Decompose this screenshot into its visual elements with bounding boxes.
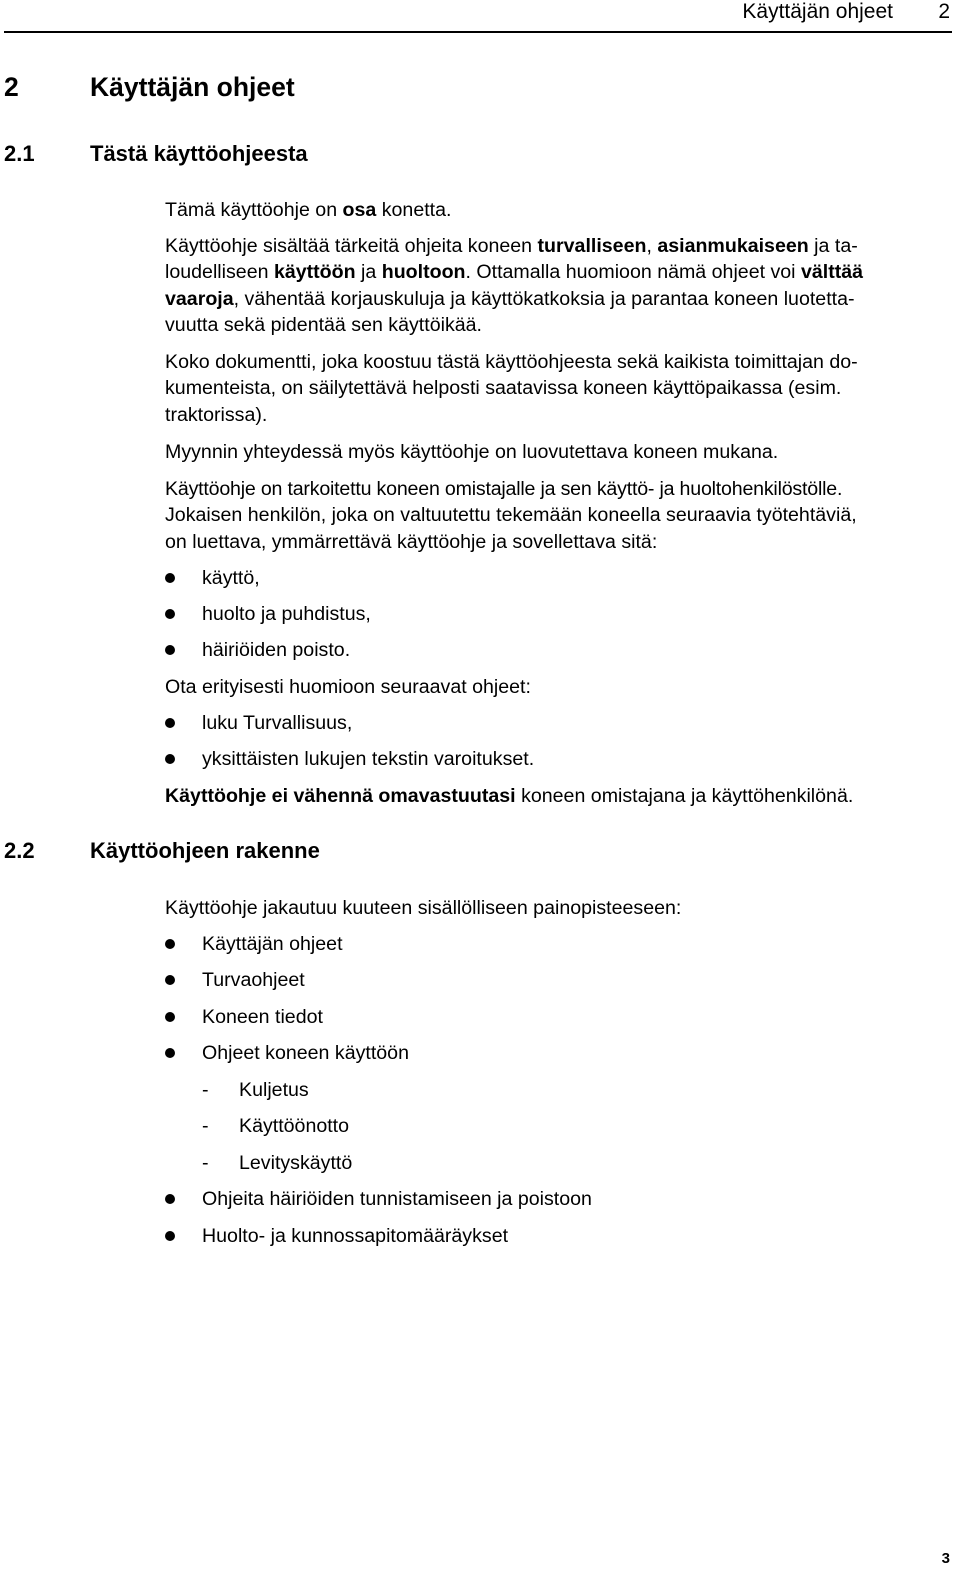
paragraph-line: Käyttöohje on tarkoitettu koneen omistajalle ja sen käyttö- ja huoltohenkilöstölle.: [165, 478, 843, 500]
section-heading-2-2: [4, 838, 320, 864]
header-title: Käyttäjän ohjeet: [742, 0, 893, 23]
section-title: Käyttöohjeen rakenne: [90, 838, 320, 863]
list-item-text: luku Turvallisuus,: [202, 712, 353, 734]
text-run-bold: asianmukaiseen: [657, 235, 809, 257]
bullet-icon: [165, 1048, 175, 1058]
text-run: Käyttöohje sisältää tärkeitä ohjeita koneen: [165, 235, 538, 257]
paragraph-line: [165, 286, 955, 312]
running-header: [0, 0, 960, 30]
list-item-text: Ohjeita häiriöiden tunnistamiseen ja poistoon: [202, 1188, 592, 1210]
text-run-bold: välttää: [800, 261, 864, 284]
chapter-heading: [4, 72, 295, 102]
section-heading-2-1: [4, 141, 308, 167]
bullet-icon: [165, 1012, 175, 1022]
paragraph-responsibility: [165, 783, 955, 809]
list-item-text: häiriöiden poisto.: [202, 639, 351, 661]
bullet-icon: [165, 939, 175, 949]
footer-page-number: 3: [941, 1550, 950, 1567]
bullet-icon: [165, 573, 175, 583]
paragraph-line: vuutta sekä pidentää sen käyttöikää.: [165, 314, 482, 337]
text-run: loudelliseen: [165, 261, 274, 284]
paragraph-line: Koko dokumentti, joka koostuu tästä käyttöohjeesta sekä kaikista toimittajan do-: [165, 351, 858, 373]
text-run: , vähentää korjauskuluja ja käyttökatkoksia ja parantaa koneen luotetta-: [233, 287, 855, 310]
paragraph-sale: Myynnin yhteydessä myös käyttöohje on luovutettava koneen mukana.: [165, 441, 779, 463]
list-item-text: Koneen tiedot: [202, 1006, 323, 1028]
paragraph-intro: [165, 197, 955, 223]
header-page-number: 2: [938, 0, 950, 23]
bullet-icon: [165, 975, 175, 985]
text-run: Tämä käyttöohje on: [165, 199, 343, 221]
text-run: ,: [646, 235, 658, 257]
list-item-text: Kuljetus: [239, 1079, 309, 1101]
text-run-bold: käyttöön: [273, 261, 356, 284]
dash-marker: -: [202, 1115, 209, 1137]
list-item-text: käyttö,: [202, 567, 260, 589]
paragraph-structure-intro: Käyttöohje jakautuu kuuteen sisällölliseen painopisteeseen:: [165, 897, 682, 919]
list-item-text: Ohjeet koneen käyttöön: [202, 1042, 409, 1064]
paragraph-line: traktorissa).: [165, 403, 268, 426]
bullet-icon: [165, 1194, 175, 1204]
list-item-text: Huolto- ja kunnossapitomääräykset: [202, 1225, 509, 1247]
text-run: ja: [355, 261, 382, 284]
dash-marker: -: [202, 1152, 209, 1174]
bullet-icon: [165, 1231, 175, 1241]
paragraph-line: Jokaisen henkilön, joka on valtuutettu tekemään koneella seuraavia työtehtäviä,: [165, 504, 857, 527]
paragraph-storage: [165, 349, 955, 428]
section-number: 2.2: [4, 838, 35, 863]
text-run-bold: huoltoon: [381, 261, 466, 284]
chapter-title: Käyttäjän ohjeet: [90, 72, 295, 102]
text-run: . Ottamalla huomioon nämä ohjeet voi: [465, 261, 801, 284]
text-run: koneen omistajana ja käyttöhenkilönä.: [515, 785, 854, 807]
paragraph-line: [165, 233, 955, 259]
paragraph-line: on luettava, ymmärrettävä käyttöohje ja sovellettava sitä:: [165, 530, 658, 553]
text-run: konetta.: [376, 199, 452, 221]
list-item-text: Turvaohjeet: [202, 969, 305, 991]
text-run-bold: Käyttöohje ei vähennä omavastuutasi: [165, 785, 516, 807]
text-run: ja ta-: [808, 235, 858, 257]
text-run-bold: turvalliseen: [537, 235, 647, 257]
section-title: Tästä käyttöohjeesta: [90, 141, 308, 166]
header-rule: [4, 31, 952, 33]
bullet-icon: [165, 609, 175, 619]
bullet-icon: [165, 645, 175, 655]
paragraph-audience: [165, 476, 955, 555]
dash-marker: -: [202, 1079, 209, 1101]
list-item-text: Levityskäyttö: [239, 1152, 353, 1174]
list-item-text: huolto ja puhdistus,: [202, 603, 371, 625]
text-run-bold: osa: [342, 199, 377, 221]
list-item-text: Käyttäjän ohjeet: [202, 933, 343, 955]
chapter-number: 2: [4, 72, 19, 102]
paragraph-attention: Ota erityisesti huomioon seuraavat ohjeet:: [165, 676, 531, 698]
bullet-icon: [165, 754, 175, 764]
list-item-text: Käyttöönotto: [239, 1115, 350, 1137]
paragraph-contents: [165, 233, 955, 339]
list-item-text: yksittäisten lukujen tekstin varoitukset.: [202, 748, 535, 770]
paragraph-line: [165, 259, 955, 285]
text-run-bold: vaaroja: [165, 287, 234, 310]
bullet-icon: [165, 718, 175, 728]
paragraph-line: kumenteista, on säilytettävä helposti saatavissa koneen käyttöpaikassa (esim.: [165, 377, 842, 400]
section-number: 2.1: [4, 141, 35, 166]
